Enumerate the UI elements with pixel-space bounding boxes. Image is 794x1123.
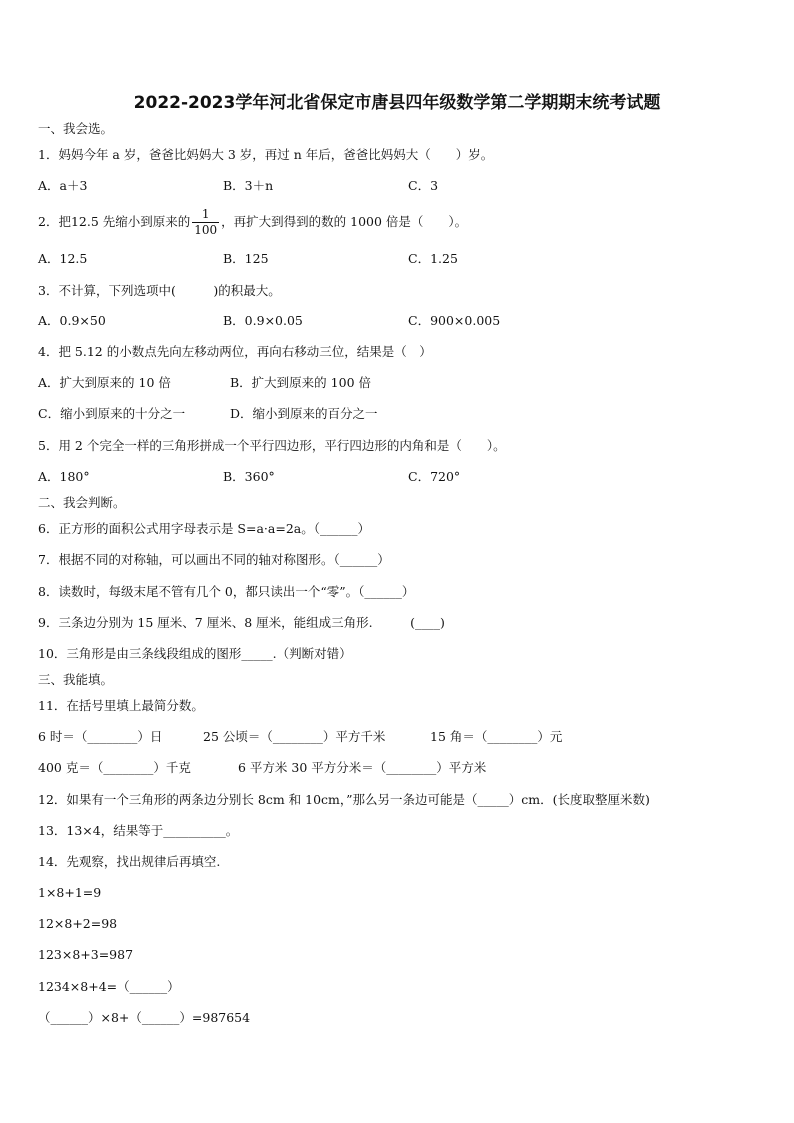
question-text: 把12.5 先缩小到原来的 [58,214,191,229]
fill-item: 6 时＝（________）日 [38,729,163,744]
fraction [192,207,219,238]
question-number: 13． [38,823,67,838]
option-b: B．3＋n [223,178,274,193]
option-a: A．12.5 [38,251,88,266]
option-c: C．3 [408,178,439,193]
fill-item: 15 角＝（________）元 [430,729,563,744]
question-number: 4． [38,344,59,359]
question-number: 9． [38,615,59,630]
section-heading-fill: 三、我能填。 [38,672,114,687]
question-text: 不计算，下列选项中( )的积最大。 [58,283,281,298]
question-number: 10． [38,646,67,661]
question-7 [38,552,390,568]
question-number: 8． [38,584,59,599]
option-a: A．扩大到原来的 10 倍 [38,375,171,390]
question-3 [38,283,281,299]
pattern-line: 1234×8+4=（______） [38,979,180,994]
page-title: 2022-2023学年河北省保定市唐县四年级数学第二学期期末统考试题 [133,93,661,113]
question-number: 12． [38,792,67,807]
option-b: B．扩大到原来的 100 倍 [230,375,371,390]
question-text: 正方形的面积公式用字母表示是 S=a·a=2a。（______） [58,521,370,536]
option-a: A．0.9×50 [38,313,106,328]
question-text: 用 2 个完全一样的三角形拼成一个平行四边形，平行四边形的内角和是（ ）。 [58,438,506,453]
option-a: A．a＋3 [38,178,88,193]
question-2 [38,202,467,242]
option-d: D．缩小到原来的百分之一 [230,406,378,421]
option-a: A．180° [38,469,90,484]
question-14 [38,854,220,870]
option-c: C．缩小到原来的十分之一 [38,406,186,421]
question-5 [38,438,506,454]
question-text: 根据不同的对称轴，可以画出不同的轴对称图形。（______） [58,552,390,567]
question-text: 先观察，找出规律后再填空. [66,854,221,869]
question-number: 7． [38,552,59,567]
fill-item: 25 公顷＝（________）平方千米 [203,729,386,744]
fill-item: 6 平方米 30 平方分米＝（________）平方米 [238,760,487,775]
question-number: 11． [38,698,67,713]
section-heading-choose: 一、我会选。 [38,121,114,136]
question-9 [38,615,445,631]
question-text: 把 5.12 的小数点先向左移动两位，再向右移动三位，结果是（ ） [58,344,432,359]
question-6 [38,521,370,537]
question-number: 2． [38,214,59,229]
question-11 [38,698,204,714]
question-10 [38,646,352,662]
pattern-line: 123×8+3=987 [38,947,134,962]
question-text: 读数时，每级末尾不管有几个 0，都只读出一个“零”。（______） [58,584,415,599]
fill-item: 400 克＝（________）千克 [38,760,191,775]
question-number: 3． [38,283,59,298]
pattern-line: 1×8+1=9 [38,885,102,900]
pattern-line: （______）×8+（______）=987654 [38,1010,251,1025]
question-8 [38,584,414,600]
question-number: 14． [38,854,67,869]
question-text-cont: ，再扩大到得到的数的 1000 倍是（ ）。 [221,214,468,229]
option-c: C．720° [408,469,461,484]
question-text: 13×4，结果等于__________。 [66,823,239,838]
question-text: 三条边分别为 15 厘米、7 厘米、8 厘米，能组成三角形. (____) [58,615,445,630]
option-b: B．360° [223,469,275,484]
question-4 [38,344,432,360]
question-number: 6． [38,521,59,536]
option-b: B．125 [223,251,269,266]
pattern-line: 12×8+2=98 [38,916,118,931]
section-heading-judge: 二、我会判断。 [38,495,126,510]
question-13 [38,823,238,839]
question-number: 1． [38,147,59,162]
question-text: 在括号里填上最简分数。 [66,698,204,713]
question-text: 三角形是由三条线段组成的图形_____.（判断对错） [66,646,352,661]
question-number: 5． [38,438,59,453]
question-12 [38,792,650,808]
option-c: C．1.25 [408,251,458,266]
fraction-numerator: 1 [192,207,219,223]
fraction-denominator: 100 [194,223,218,237]
question-text: 如果有一个三角形的两条边分别长 8cm 和 10cm，”那么另一条边可能是（_____）cm．(长度取整厘米数) [66,792,650,807]
option-b: B．0.9×0.05 [223,313,303,328]
option-c: C．900×0.005 [408,313,501,328]
question-1 [38,147,493,163]
question-text: 妈妈今年 a 岁，爸爸比妈妈大 3 岁，再过 n 年后，爸爸比妈妈大（ ）岁。 [58,147,494,162]
